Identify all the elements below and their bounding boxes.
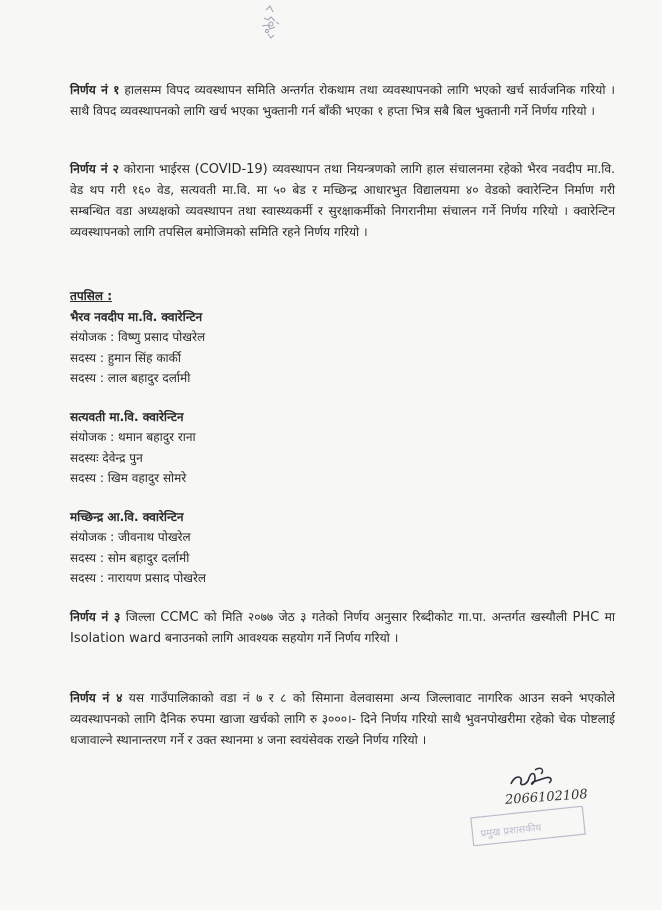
- decision-3-isolation: Isolation ward: [70, 631, 162, 646]
- decision-1-text: हालसम्म विपद व्यवस्थापन समिति अन्तर्गत रोकथाम तथा व्यवस्थापनको लागि भएको खर्च सार्वजनिक गरियो । साथै विपद व्यवस्थापनको लागि खर्च भएका भुक्तानी गर्न बाँकी भएका १ हप्ता भित्र सबै बिल भुक्तानी गर्ने निर्णय गरियो ।: [70, 83, 616, 118]
- decision-3-ccmc: CCMC: [160, 610, 199, 625]
- decision-4-heading: निर्णय नं ४: [70, 691, 123, 705]
- schedule-label: तपसिल :: [70, 289, 112, 303]
- group-3-member: सदस्य : नारायण प्रसाद पोखरेल: [70, 571, 207, 585]
- schedule: [70, 286, 470, 589]
- decision-4: [70, 688, 615, 751]
- decision-3-heading: निर्णय नं ३: [70, 610, 121, 624]
- decision-3-text-d: बनाउनको लागि आवश्यक सहयोग गर्ने निर्णय गरियो ।: [165, 631, 399, 645]
- decision-3-text-c: मा: [604, 610, 616, 624]
- decision-2-text-b: व्यवस्थापन तथा नियन्त्रणको लागि हाल संचालनमा रहेको भैरव नवदीप मा.वि. वेड थप गरी १६० वेड, सत्यवती मा.वि. मा ५० बेड र मच्छिन्द्र आधारभुत विद्यालयमा ४० वेडको क्वारेन्टिन निर्माण गरी सम्बन्धित वडा अध्यक्षको व्यवस्थापन तथा स्वास्थ्यकर्मी र सुरक्षाकर्मीको निगरानीमा संचालन गर्ने निर्णय गरियो । क्वारेन्टिन व्यवस्थापनको लागि तपसिल बमोजिमको समिति रहने निर्णय गरियो ।: [70, 162, 616, 239]
- decision-1-heading: निर्णय नं १: [70, 83, 120, 97]
- decision-2-covid: (COVID-19): [194, 162, 268, 177]
- group-1-member: सदस्य : हुमान सिंह कार्की: [70, 350, 181, 365]
- group-3-member: सदस्य : सोम बहादुर दर्लामी: [70, 550, 190, 565]
- decision-3: [70, 607, 615, 649]
- group-2-member: सदस्यः देवेन्द्र पुन: [70, 450, 143, 465]
- group-2-member: संयोजक : थमान बहादुर राना: [70, 430, 196, 444]
- decision-4-text: यस गाउँपालिकाको वडा नं ७ र ८ को सिमाना वेलवासमा अन्य जिल्लावाट नागरिक आउन सक्ने भएकोले व्यवस्थापनको लागि दैनिक रुपमा खाजा खर्चको लागि रु ३०००।- दिने निर्णय गरियो साथै भुवनपोखरीमा रहेको चेक पोष्टलाई धजावाल्ने स्थानान्तरण गर्ने र उक्त स्थानमा ४ जना स्वयंसेवक राख्ने निर्णय गरियो ।: [70, 691, 615, 747]
- group-3-member: संयोजक : जीवनाथ पोखरेल: [70, 530, 191, 544]
- decision-2-text-a: कोराना भाईरस: [123, 162, 190, 176]
- group-2-title: सत्यवती मा.वि. क्वारेन्टिन: [70, 409, 184, 424]
- group-1-member: सदस्य : लाल बहादुर दर्लामी: [70, 371, 191, 385]
- group-3-title: मच्छिन्द्र आ.वि. क्वारेन्टिन: [70, 509, 184, 524]
- decision-3-phc: PHC: [572, 610, 600, 625]
- handwritten-date: 2066102108: [504, 787, 589, 808]
- decision-2-heading: निर्णय नं २: [70, 162, 119, 176]
- decision-3-text-a: जिल्ला: [125, 610, 155, 624]
- group-1-title: भैरव नवदीप मा.वि. क्वारेन्टिन: [70, 309, 203, 324]
- decision-2: [70, 159, 615, 243]
- decision-1: [70, 80, 615, 122]
- group-1-member: संयोजक : विष्णु प्रसाद पोखरेल: [70, 330, 206, 344]
- stamp-text: प्रमुख प्रशासकीय: [480, 822, 542, 840]
- decision-3-text-b: को मिति २०७७ जेठ ३ गतेको निर्णय अनुसार रिब्दीकोट गा.पा. अन्तर्गत खस्यौली: [204, 610, 568, 624]
- group-2-member: सदस्य : खिम वहादुर सोमरे: [70, 471, 187, 485]
- seal-mark-icon: [246, 4, 296, 44]
- official-stamp-icon: [468, 806, 588, 846]
